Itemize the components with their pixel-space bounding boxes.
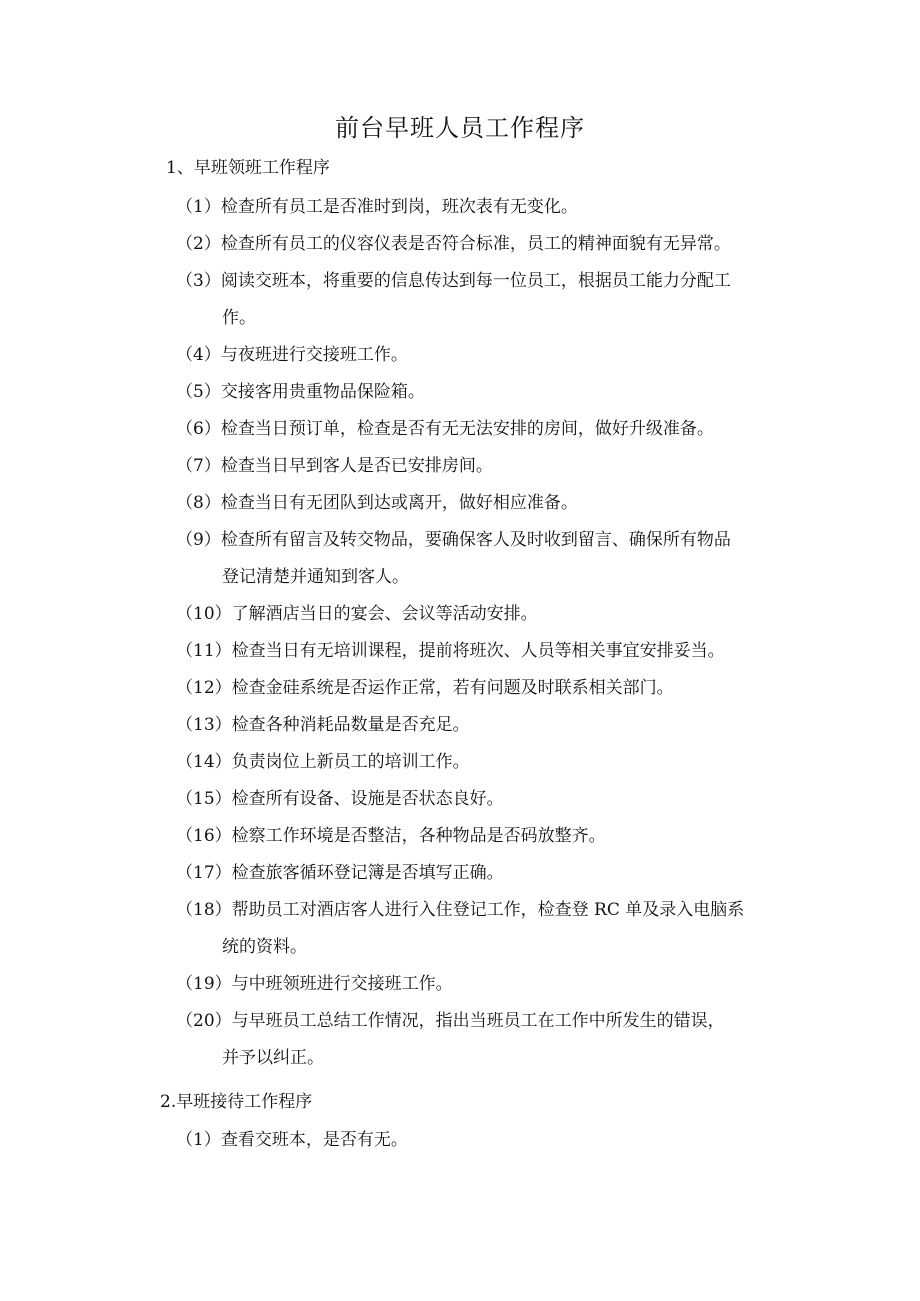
list-item-continuation: 登记清楚并通知到客人。 — [222, 567, 409, 587]
list-item: （18）帮助员工对酒店客人进行入住登记工作，检查登 RC 单及录入电脑系 — [176, 900, 745, 920]
section-2-heading: 2.早班接待工作程序 — [160, 1092, 313, 1112]
list-item: （15）检查所有设备、设施是否状态良好。 — [176, 789, 504, 809]
list-item: （5）交接客用贵重物品保险箱。 — [176, 382, 425, 402]
list-item: （17）检查旅客循环登记簿是否填写正确。 — [176, 863, 504, 883]
list-item-continuation: 统的资料。 — [222, 937, 307, 957]
list-item: （1）查看交班本，是否有无。 — [176, 1130, 408, 1150]
list-item: （7）检查当日早到客人是否已安排房间。 — [176, 456, 493, 476]
page-title: 前台早班人员工作程序 — [335, 114, 585, 142]
list-item: （11）检查当日有无培训课程，提前将班次、人员等相关事宜安排妥当。 — [176, 641, 725, 661]
list-item: （9）检查所有留言及转交物品，要确保客人及时收到留言、确保所有物品 — [176, 530, 731, 550]
list-item: （16）检察工作环境是否整洁，各种物品是否码放整齐。 — [176, 826, 606, 846]
list-item: （13）检查各种消耗品数量是否充足。 — [176, 715, 470, 735]
list-item: （3）阅读交班本，将重要的信息传达到每一位员工，根据员工能力分配工 — [176, 271, 731, 291]
list-item: （12）检查金硅系统是否运作正常，若有问题及时联系相关部门。 — [176, 678, 674, 698]
list-item: （19）与中班领班进行交接班工作。 — [176, 974, 453, 994]
list-item: （20）与早班员工总结工作情况，指出当班员工在工作中所发生的错误， — [176, 1011, 725, 1031]
list-item: （2）检查所有员工的仪容仪表是否符合标准，员工的精神面貌有无异常。 — [176, 234, 731, 254]
list-item-continuation: 作。 — [222, 308, 256, 328]
list-item: （6）检查当日预订单，检查是否有无无法安排的房间，做好升级准备。 — [176, 419, 714, 439]
list-item: （10）了解酒店当日的宴会、会议等活动安排。 — [176, 604, 538, 624]
list-item: （4）与夜班进行交接班工作。 — [176, 345, 408, 365]
list-item: （1）检查所有员工是否准时到岗，班次表有无变化。 — [176, 197, 578, 217]
list-item: （8）检查当日有无团队到达或离开，做好相应准备。 — [176, 493, 578, 513]
list-item-continuation: 并予以纠正。 — [222, 1048, 324, 1068]
section-1-heading: 1、早班领班工作程序 — [166, 158, 330, 178]
list-item: （14）负责岗位上新员工的培训工作。 — [176, 752, 470, 772]
